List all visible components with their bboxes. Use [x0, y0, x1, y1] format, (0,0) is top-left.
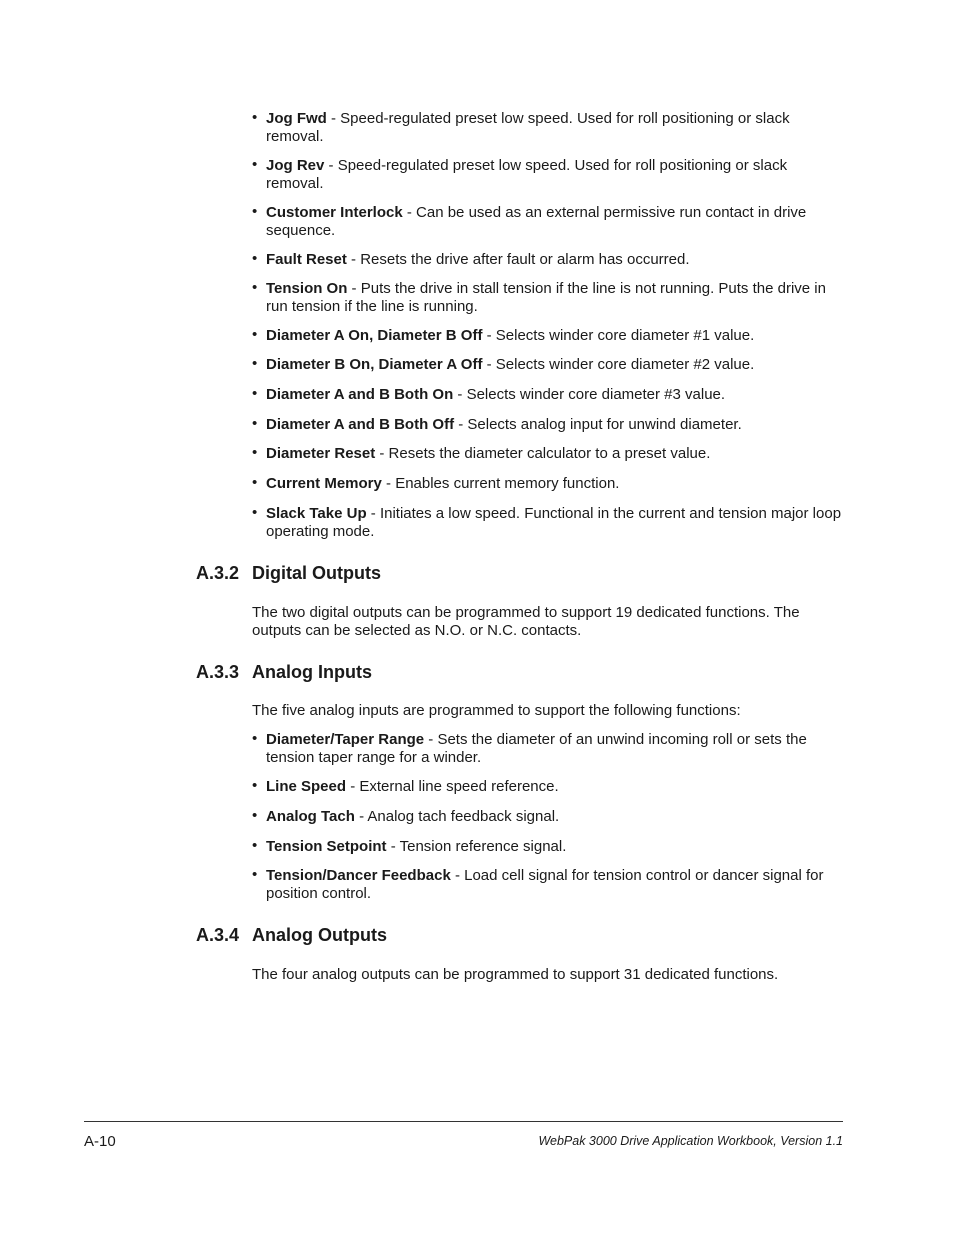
section-title: Analog Inputs	[252, 662, 372, 682]
list-item-desc: - Resets the diameter calculator to a preset value.	[375, 445, 711, 462]
digital-inputs-list	[252, 110, 842, 541]
list-item-term: Fault Reset	[266, 251, 347, 268]
list-item-desc: - Enables current memory function.	[381, 475, 620, 492]
list-item-term: Diameter A and B Both Off	[266, 416, 455, 433]
list-item-desc: - Analog tach feedback signal.	[354, 808, 560, 825]
list-item-desc: - Selects winder core diameter #3 value.	[453, 386, 726, 403]
list-item-term: Diameter/Taper Range	[266, 731, 425, 748]
list-item-term: Current Memory	[266, 475, 382, 492]
list-item-desc: - Selects winder core diameter #1 value.	[482, 327, 755, 344]
list-item-term: Analog Tach	[266, 808, 355, 825]
list-item-desc: - Puts the drive in stall tension if the line is not running. Puts the drive in run tension if the line is running.	[266, 280, 826, 315]
list-item	[252, 110, 842, 146]
list-item-term: Line Speed	[266, 778, 347, 795]
section-heading-analog-outputs	[196, 924, 387, 946]
list-item-desc: - Load cell signal for tension control or dancer signal for position control.	[266, 867, 824, 902]
list-item	[252, 808, 842, 826]
list-item-term: Diameter B On, Diameter A Off	[266, 356, 483, 373]
list-item	[252, 505, 842, 541]
section-number: A.3.3	[196, 662, 240, 682]
list-item-desc: - Speed-regulated preset low speed. Used for roll positioning or slack removal.	[266, 110, 790, 145]
list-item-desc: - Sets the diameter of an unwind incoming roll or sets the tension taper range for a winder.	[266, 731, 807, 766]
list-item-term: Jog Rev	[266, 157, 325, 174]
digital-outputs-paragraph: The two digital outputs can be programmed to support 19 dedicated functions. The outputs can be selected as N.O. or N.C. contacts.	[252, 604, 800, 639]
list-item	[252, 386, 842, 404]
list-item	[252, 867, 842, 903]
section-title: Digital Outputs	[252, 563, 381, 583]
list-item	[252, 416, 842, 434]
list-item-term: Customer Interlock	[266, 204, 403, 221]
list-item	[252, 356, 842, 374]
section-number: A.3.2	[196, 563, 240, 583]
list-item-desc: - Tension reference signal.	[386, 838, 567, 855]
footer-book-title: WebPak 3000 Drive Application Workbook, Version 1.1	[538, 1134, 843, 1148]
list-item	[252, 251, 842, 269]
list-item	[252, 204, 842, 240]
list-item-term: Diameter Reset	[266, 445, 376, 462]
list-item	[252, 445, 842, 463]
list-item-desc: - Can be used as an external permissive run contact in drive sequence.	[266, 204, 807, 239]
list-item-term: Tension Setpoint	[266, 838, 387, 855]
list-item-desc: - Selects winder core diameter #2 value.	[482, 356, 755, 373]
section-heading-digital-outputs	[196, 562, 381, 584]
list-item	[252, 778, 842, 796]
analog-outputs-paragraph: The four analog outputs can be programmed to support 31 dedicated functions.	[252, 966, 779, 983]
list-item	[252, 731, 842, 767]
section-title: Analog Outputs	[252, 925, 387, 945]
list-item-term: Tension On	[266, 280, 348, 297]
list-item	[252, 327, 842, 345]
list-item-desc: - Initiates a low speed. Functional in the current and tension major loop operating mode.	[266, 505, 842, 540]
list-item	[252, 157, 842, 193]
page-number: A-10	[84, 1133, 116, 1150]
list-item-term: Diameter A and B Both On	[266, 386, 454, 403]
list-item-desc: - External line speed reference.	[346, 778, 559, 795]
list-item-term: Slack Take Up	[266, 505, 367, 522]
footer-rule	[84, 1121, 843, 1122]
analog-inputs-paragraph: The five analog inputs are programmed to support the following functions:	[252, 702, 741, 719]
list-item	[252, 280, 842, 316]
list-item-desc: - Resets the drive after fault or alarm has occurred.	[346, 251, 690, 268]
analog-inputs-list	[252, 731, 842, 903]
list-item-desc: - Selects analog input for unwind diameter.	[454, 416, 742, 433]
list-item-desc: - Speed-regulated preset low speed. Used for roll positioning or slack removal.	[266, 157, 788, 192]
list-item-term: Diameter A On, Diameter B Off	[266, 327, 483, 344]
list-item	[252, 475, 842, 493]
list-item	[252, 838, 842, 856]
list-item-term: Jog Fwd	[266, 110, 327, 127]
list-item-term: Tension/Dancer Feedback	[266, 867, 451, 884]
section-heading-analog-inputs	[196, 661, 372, 683]
section-number: A.3.4	[196, 925, 240, 945]
